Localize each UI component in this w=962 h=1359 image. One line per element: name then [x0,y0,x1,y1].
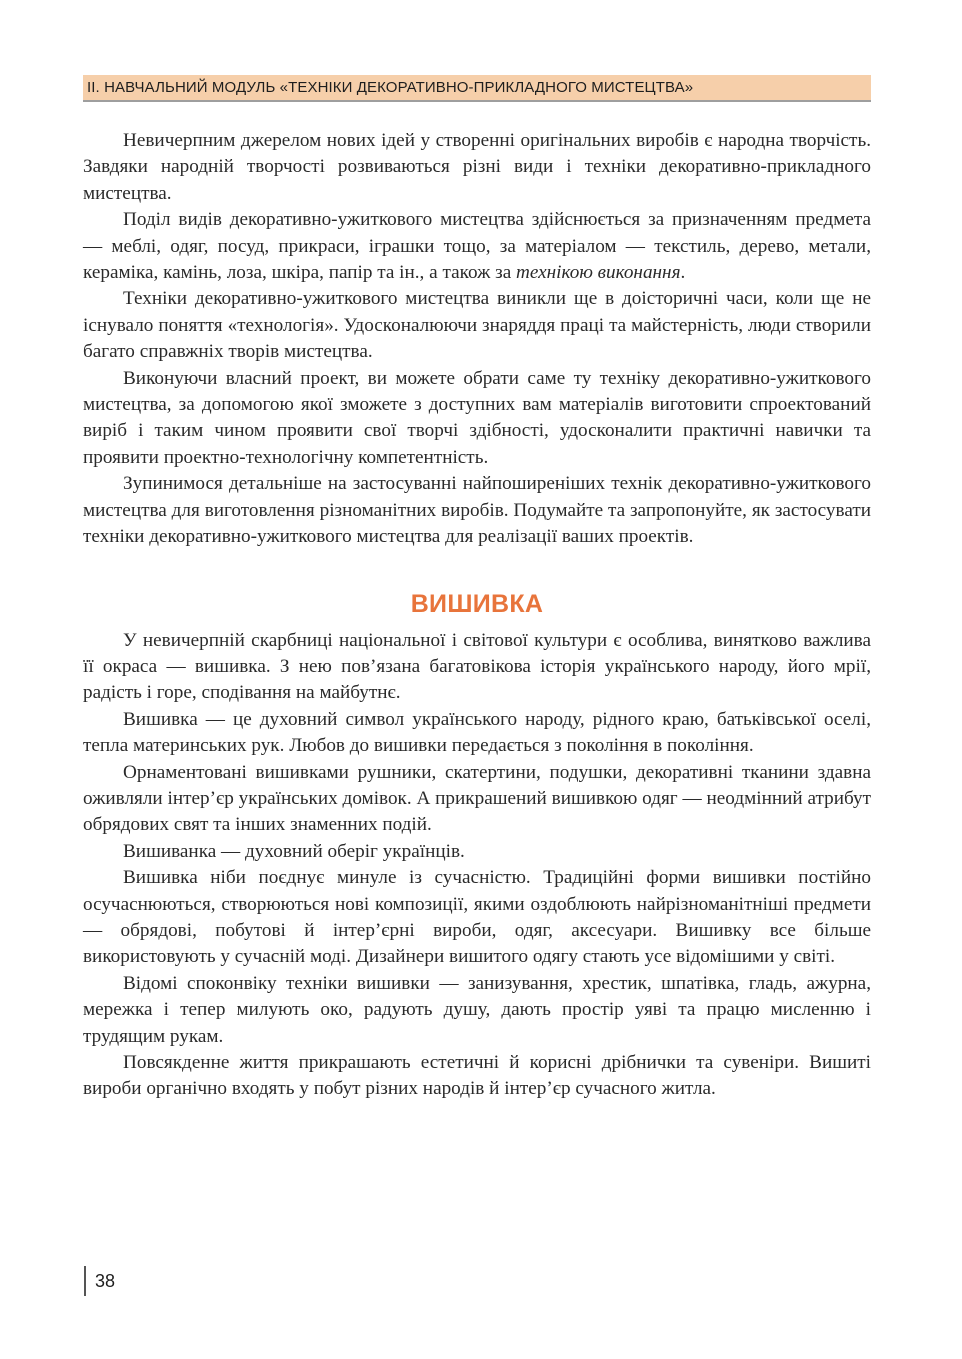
intro-paragraph-1: Невичерпним джерелом нових ідей у створенні оригінальних виробів є народна творчість. Завдяки народній творчості розвиваються різні види і техніки декоративно-прикладного мистецтва. [83,130,871,204]
section-paragraph-5: Вишивка ніби поєднує минуле із сучасністю. Традиційні форми вишивки постійно осучаснюються, створюються нові композиції, якими оздоблюють найрізноманітніші предмети — обрядові, побутові й інтер’єрні вироби, одяг, аксесуари. Вишивку все більше використовують у сучасній моді. Дизайнери вишитого одягу стають усе відомішими у світі. [83,867,871,968]
section-paragraph-2: Вишивка — це духовний символ українського народу, рідного краю, батьківської оселі, тепла материнських рук. Любов до вишивки передається з покоління в покоління. [83,708,871,757]
intro-paragraph-5: Зупинимося детальніше на застосуванні найпоширеніших технік декоративно-ужиткового мистецтва для виготовлення різноманітних виробів. Подумайте та запропонуйте, як застосувати техніки декоративно-ужиткового мистецтва для реалізації ваших проектів. [83,473,871,548]
section-body [83,628,871,1103]
section-paragraph-7: Повсякденне життя прикрашають естетичні й корисні дрібнички та сувеніри. Вишиті вироби органічно входять у побут різних народів й інтер’єр сучасного житла. [83,1052,871,1100]
intro-paragraph-4: Виконуючи власний проект, ви можете обрати саме ту техніку декоративно-ужиткового мистецтва, за допомогою якої зможете з доступних вам матеріалів виготовити спроектований виріб і таким чином проявити свої творчі здібності, удосконалити практичні навички та проявити проектно-технологічну компетентність. [83,367,871,468]
intro-paragraph-2 [83,207,871,286]
intro-paragraph-3: Техніки декоративно-ужиткового мистецтва виникли ще в доісторичні часи, коли ще не існувало поняття «технологія». Удосконалюючи знаряддя праці та майстерність, люди створили багато справжніх творів мистецтва. [83,288,871,363]
intro-paragraph-2-text: Поділ видів декоративно-ужиткового мистецтва здійснюється за призначенням предмета — меблі, одяг, посуд, прикраси, іграшки тощо, за матеріалом — текстиль, дерево, метали, кераміка, камінь, лоза, шкіра, папір та ін., а також за [83,209,871,284]
chapter-header-band [83,75,871,102]
intro-paragraph-2-italic: технікою виконання [516,262,681,284]
section-paragraph-4: Вишиванка — духовний оберіг українців. [123,840,465,862]
intro-paragraph-2-end: . [680,262,686,284]
section-paragraph-3: Орнаментовані вишивками рушники, скатертини, подушки, декоративні тканини здавна оживляли інтер’єр українських домівок. А прикрашений вишивкою одяг — неодмінний атрибут обрядових свят та інших знаменних подій. [83,761,871,836]
section-paragraph-6: Відомі споконвіку техніки вишивки — занизування, хрестик, шпатівка, гладь, ажурна, мережка і тепер милують око, радують душу, дають простір уяві та працю мисленню і трудящим рукам. [83,972,871,1047]
section-heading: ВИШИВКА [410,589,544,618]
chapter-header-title: ІІ. НАВЧАЛЬНИЙ МОДУЛЬ «ТЕХНІКИ ДЕКОРАТИВНО-ПРИКЛАДНОГО МИСТЕЦТВА» [87,79,694,96]
page-number: 38 [84,1266,115,1296]
page-body [83,128,871,1103]
section-paragraph-1: У невичерпній скарбниці національної і світової культури є особлива, винятково важлива її окраса — вишивка. З нею пов’язана багатовікова історія українського народу, його мрії, радість і горе, сподівання на майбутнє. [83,629,871,704]
